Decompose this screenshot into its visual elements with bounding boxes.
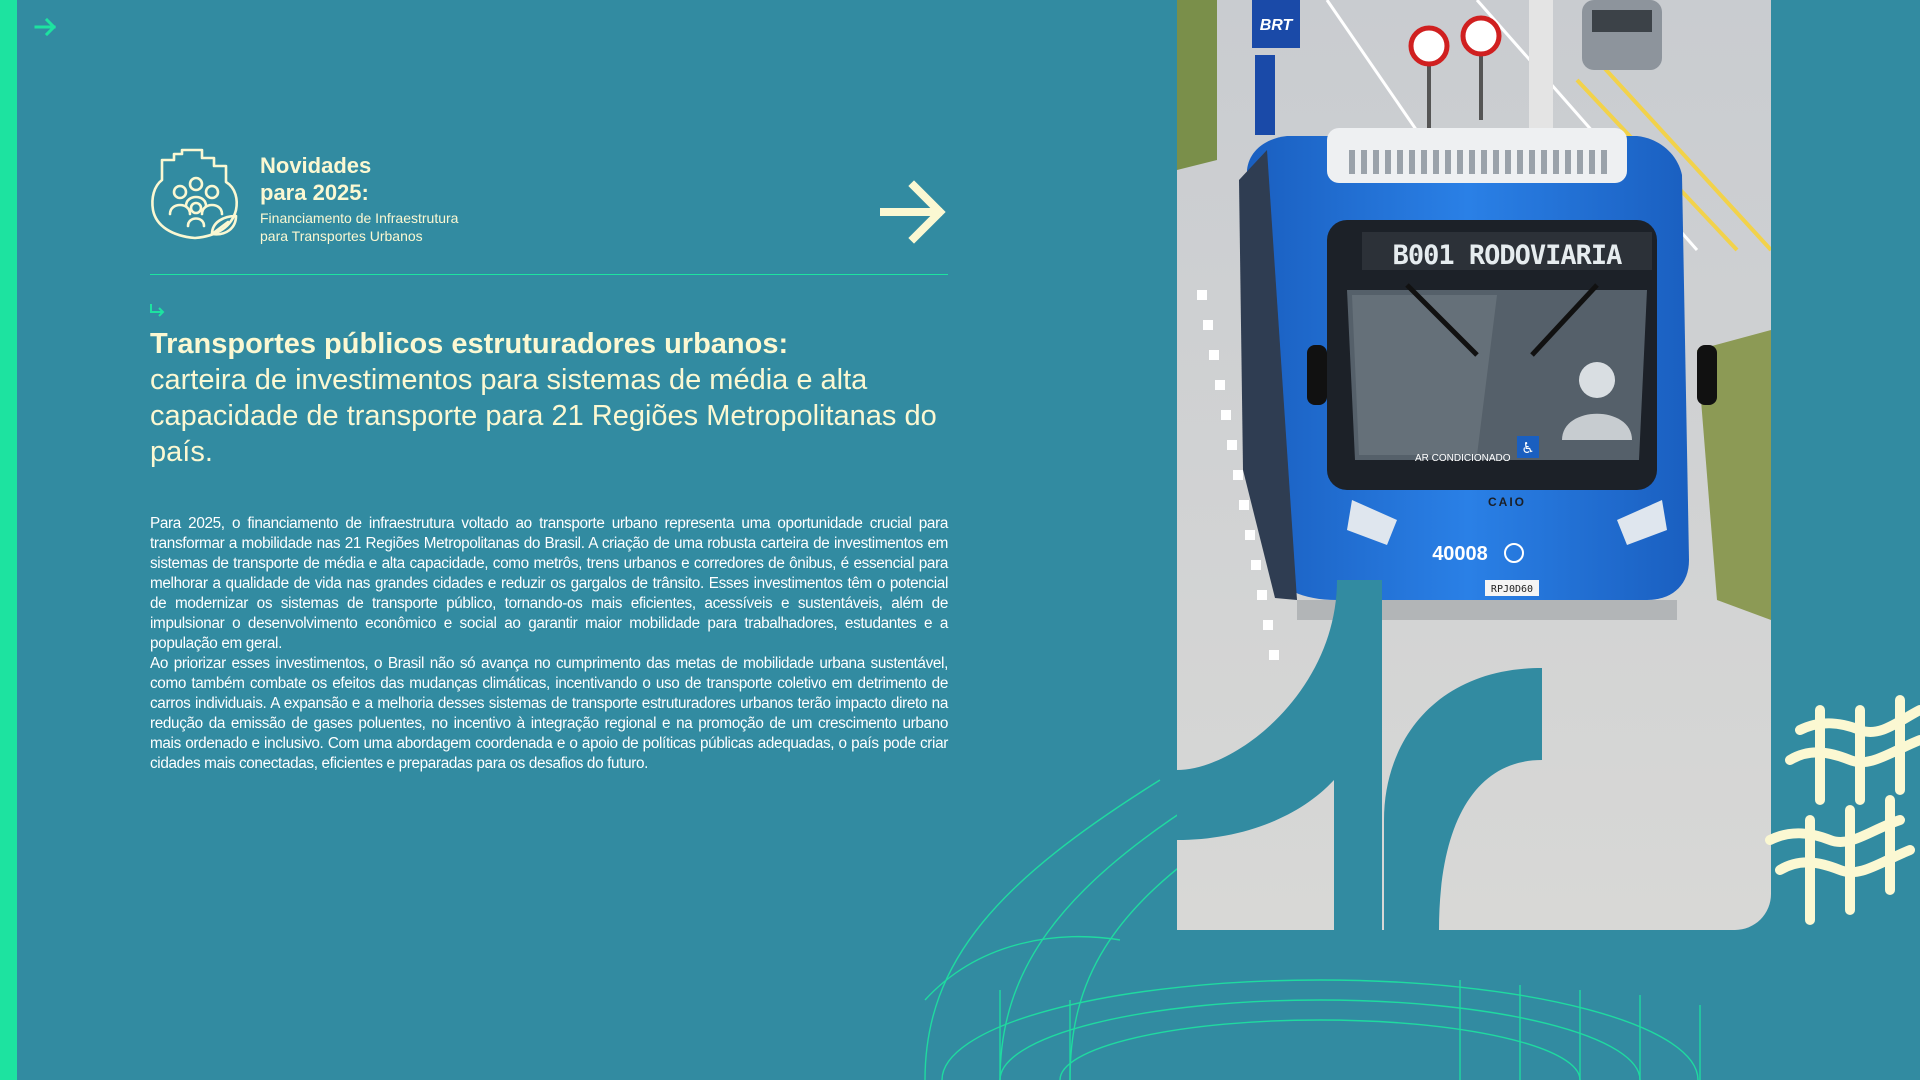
body-text xyxy=(150,514,948,774)
header-title: Novidades para 2025: xyxy=(260,153,372,205)
bus-number: 40008 xyxy=(1432,543,1488,565)
wheelchair-icon: ♿ xyxy=(1521,439,1535,457)
decorative-hash-marks xyxy=(1760,690,1920,940)
arrow-right-icon[interactable] xyxy=(880,180,948,244)
headline-bold: Transportes públicos estruturadores urbanos: xyxy=(150,328,789,360)
divider xyxy=(150,274,948,275)
header-subtitle: Financiamento de Infraestrutura para Transportes Urbanos xyxy=(260,210,459,244)
headline-rest: carteira de investimentos para sistemas de média e alta capacidade de transporte para 21 Regiões Metropolitanas do país. xyxy=(150,364,937,468)
bus-photo xyxy=(1177,0,1771,930)
bus-brand: CAIO xyxy=(1488,495,1526,509)
section-header xyxy=(150,148,948,274)
left-accent-bar xyxy=(0,0,17,1080)
bus-plate: RPJ0D60 xyxy=(1490,584,1534,595)
city-people-leaf-icon xyxy=(150,148,240,240)
body-paragraph-1: Para 2025, o financiamento de infraestrutura voltado ao transporte urbano representa uma oportunidade crucial para transformar a mobilidade nas 21 Regiões Metropolitanas do Brasil. A criação de uma robusta carteira de investimentos em sistemas de transporte de média e alta capacidade, como metrôs, trens urbanos e corredores de ônibus, é essencial para melhorar a qualidade de vida nas grandes cidades e reduzir os gargalos de trânsito. Esses investimentos têm o potencial de modernizar os sistemas de transporte público, tornando-os mais eficientes, acessíveis e sustentáveis, além de impulsionar o desenvolvimento econômico e social ao garantir maior mobilidade para trabalhadores, estudantes e a população em geral. xyxy=(150,515,948,652)
arrow-right-icon xyxy=(34,15,58,39)
bus-ac-label: AR CONDICIONADO xyxy=(1415,453,1511,464)
return-arrow-icon xyxy=(148,302,166,318)
body-paragraph-2: Ao priorizar esses investimentos, o Brasil não só avança no cumprimento das metas de mobilidade urbana sustentável, como também combate os efeitos das mudanças climáticas, incentivando o uso de transporte coletivo em detrimento de carros individuais. A expansão e a melhoria desses sistemas de transporte estruturadores urbanos terão impacto direto na redução da emissão de gases poluentes, no incentivo à integração regional e na promoção de um crescimento urbano mais ordenado e inclusivo. Com uma abordagem coordenada e o apoio de políticas públicas adequadas, o país pode criar cidades mais conectadas, eficientes e preparadas para os desafios do futuro. xyxy=(150,655,948,772)
headline xyxy=(150,326,950,470)
station-sign-text: BRT xyxy=(1259,17,1293,34)
bus-destination: B001 RODOVIARIA xyxy=(1392,240,1622,271)
brt-bus-illustration xyxy=(1177,0,1771,930)
